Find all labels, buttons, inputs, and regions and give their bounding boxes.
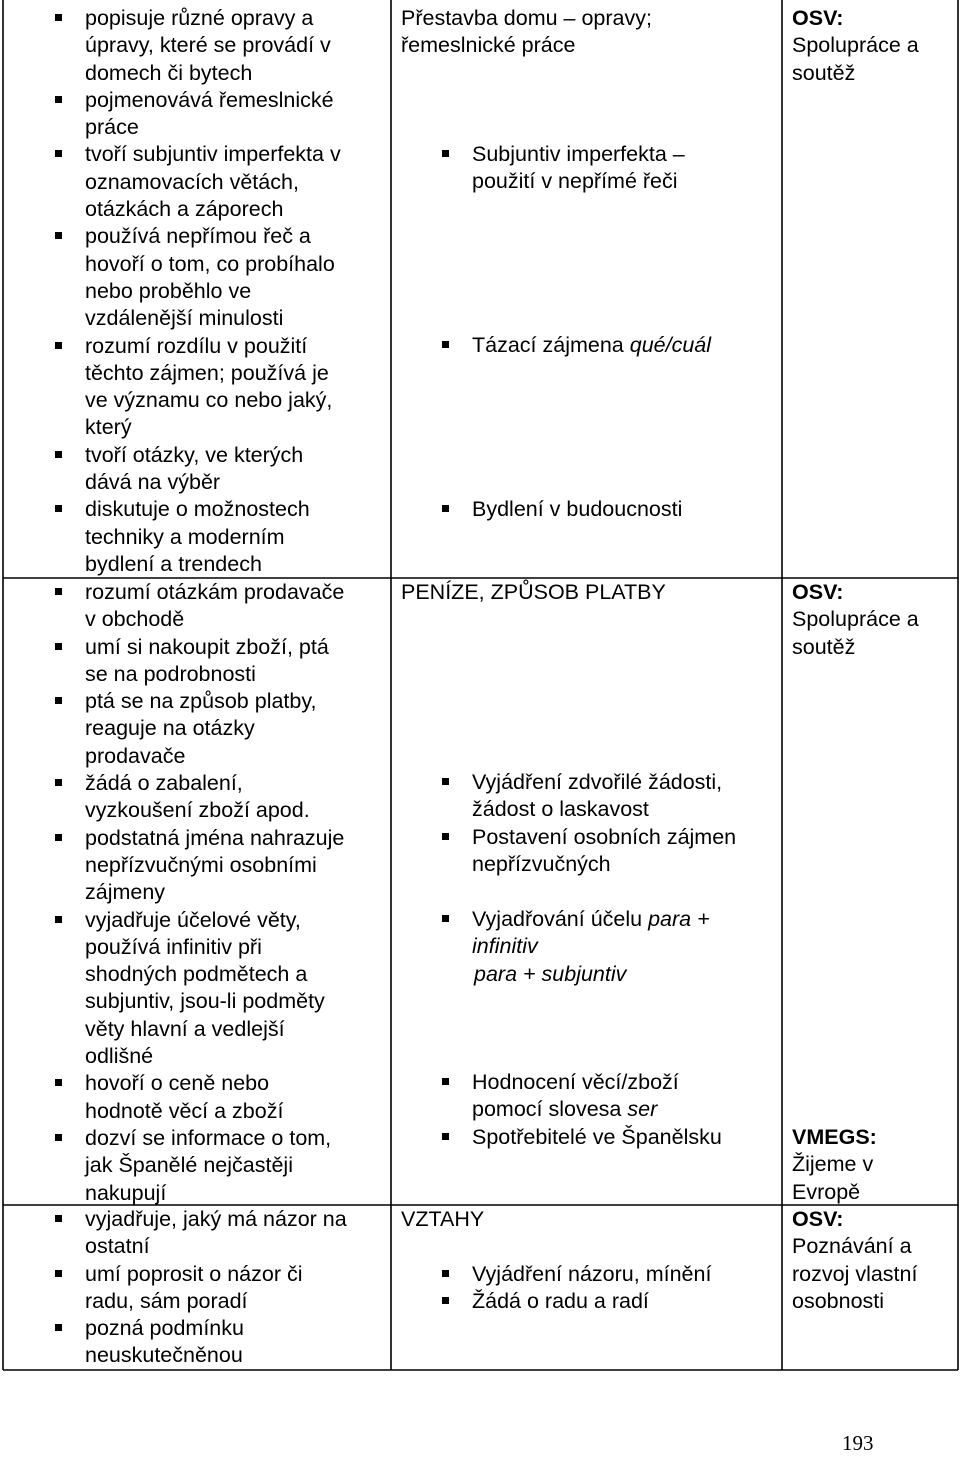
row1-topic-items [472,141,778,196]
row1-topic-item-pronouns [472,332,778,359]
list-item: ptá se na způsob platby, reaguje na otázky prodavače [85,688,385,770]
list-item: diskutuje o možnostech techniky a moderním bydlení a trendech [85,496,385,578]
row2-topic-items-d [472,1069,778,1151]
list-item: rozumí otázkám prodavače v obchodě [85,579,385,634]
list-item: Spotřebitelé ve Španělsku [472,1124,778,1151]
list-item: Tázací zájmena qué/cuál [472,332,778,359]
list-item: Vyjadřování účelu para + infinitiv para + subjuntiv [472,906,778,988]
list-item: vyjadřuje, jaký má názor na ostatní [85,1206,385,1261]
list-item: pojmenovává řemeslnické práce [85,87,385,142]
row2-outcomes-list [85,579,385,1207]
list-item: hovoří o ceně nebo hodnotě věcí a zboží [85,1070,385,1125]
list-item: vyjadřuje účelové věty, používá infinitiv při shodných podmětech a subjuntiv, jsou-li podměty věty hlavní a vedlejší odlišné [85,907,385,1071]
row2-topic-cell [401,579,779,606]
row1-topic-cell [401,5,779,60]
row3-outcomes-cell [85,1206,385,1370]
row1-outcomes-cell [85,5,385,578]
list-item: umí poprosit o názor či radu, sám poradí [85,1261,385,1316]
topic-heading: Přestavba domu – opravy; řemeslnické práce [401,6,652,58]
cross-topic-title: VMEGS: [792,1125,877,1149]
row2-cross-cell-1 [792,579,956,661]
row1-cross-cell [792,5,956,87]
list-item: popisuje různé opravy a úpravy, které se provádí v domech či bytech [85,5,385,87]
italic-term: qué/cuál [629,333,712,357]
list-item: Vyjádření zdvořilé žádosti, žádost o laskavost [472,769,778,824]
list-item: Subjuntiv imperfekta – použití v nepřímé řeči [472,141,778,196]
row3-topic-cell [401,1206,779,1233]
row2-cross-cell-2 [792,1124,956,1206]
list-item: Bydlení v budoucnosti [472,496,778,523]
list-item: tvoří otázky, ve kterých dává na výběr [85,442,385,497]
row1-topic-item-housing [472,496,778,523]
list-item: Postavení osobních zájmen nepřízvučných [472,824,778,879]
list-item: umí si nakoupit zboží, ptá se na podrobnosti [85,634,385,689]
row3-outcomes-list [85,1206,385,1370]
list-item: pozná podmínku neuskutečněnou [85,1315,385,1370]
list-item: Hodnocení věcí/zboží pomocí slovesa ser [472,1069,778,1124]
list-item: Žádá o radu a radí [472,1288,778,1315]
row2-topic-items-a [472,769,778,878]
cross-topic-title: OSV: [792,1207,844,1231]
list-item: podstatná jména nahrazuje nepřízvučnými osobními zájmeny [85,825,385,907]
row3-topic-items [472,1261,778,1316]
list-item: tvoří subjuntiv imperfekta v oznamovacích větách, otázkách a záporech [85,141,385,223]
row2-topic-items-c [472,906,778,988]
topic-heading: PENÍZE, ZPŮSOB PLATBY [401,580,666,604]
list-item: rozumí rozdílu v použití těchto zájmen; používá je ve významu co nebo jaký, který [85,333,385,442]
cross-topic-text: Spolupráce a soutěž [792,607,919,659]
list-item: žádá o zabalení, vyzkoušení zboží apod. [85,770,385,825]
topic-heading: VZTAHY [401,1207,485,1231]
row1-outcomes-list [85,5,385,578]
cross-topic-title: OSV: [792,6,844,30]
cross-topic-text: Spolupráce a soutěž [792,33,919,85]
cross-topic-text: Poznávání a rozvoj vlastní osobnosti [792,1234,918,1313]
list-item: používá nepřímou řeč a hovoří o tom, co probíhalo nebo proběhlo ve vzdálenější minulosti [85,223,385,332]
row3-cross-cell [792,1206,956,1315]
row2-outcomes-cell [85,579,385,1207]
cross-topic-title: OSV: [792,580,844,604]
list-item: Vyjádření názoru, mínění [472,1261,778,1288]
list-item: dozví se informace o tom, jak Španělé nejčastěji nakupují [85,1125,385,1207]
page-number: 193 [842,1431,874,1455]
cross-topic-text: Žijeme v Evropě [792,1152,874,1204]
